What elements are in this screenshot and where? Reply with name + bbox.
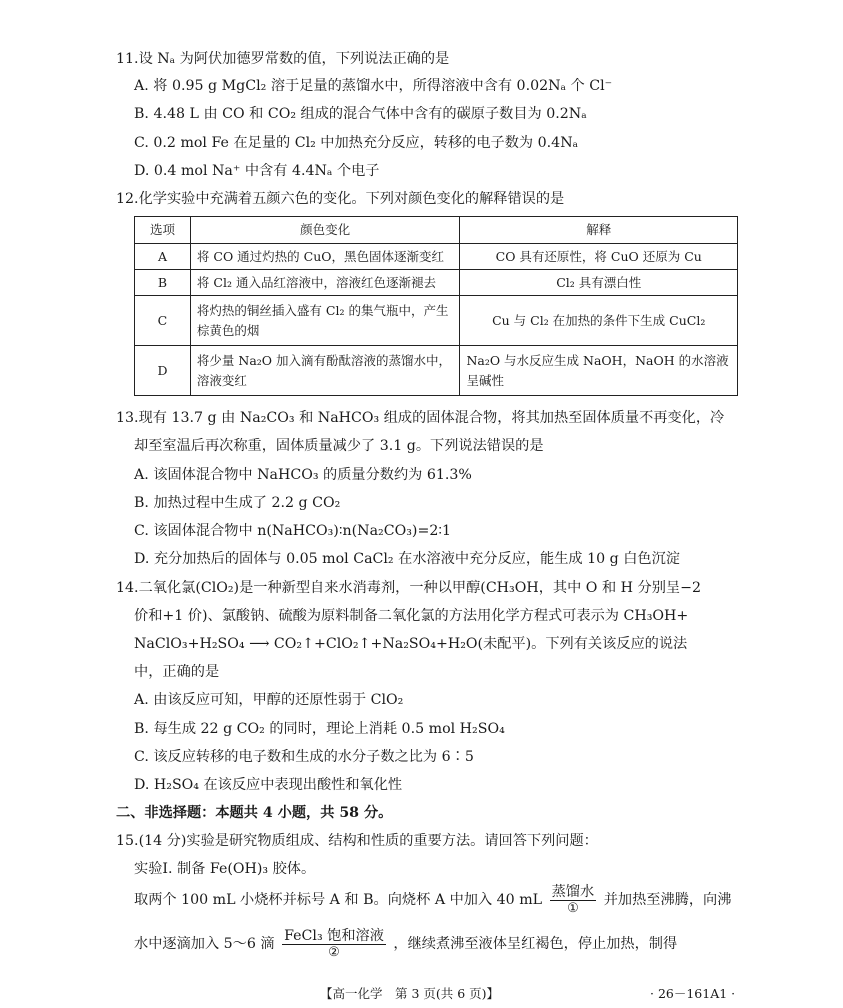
row-option: B [135,270,191,296]
fraction-top: 蒸馏水 [551,883,595,900]
table-row [135,296,738,346]
q14-stem-line4: 中，正确的是 [134,664,220,680]
fraction-blank-2 [282,928,386,961]
q13-stem-line1: 13.现有 13.7 g 由 Na₂CO₃ 和 NaHCO₃ 组成的固体混合物，将其加热至固体质量不再变化，冷 [116,410,725,426]
q15-paragraph-line2 [134,924,677,964]
q13-option-d: D. 充分加热后的固体与 0.05 mol CaCl₂ 在水溶液中充分反应，能生成 10 g 白色沉淀 [134,551,680,567]
row-change: 将灼热的铜丝插入盛有 Cl₂ 的集气瓶中，产生棕黄色的烟 [190,296,460,346]
q14-option-b: B. 每生成 22 g CO₂ 的同时，理论上消耗 0.5 mol H₂SO₄ [134,721,505,737]
fraction-label: ② [328,944,340,960]
q15-p2-text-b: ，继续煮沸至液体呈红褐色，停止加热，制得 [393,936,678,952]
q15-p2-text-a: 水中逐滴加入 5～6 滴 [134,936,275,952]
table-row [135,346,738,396]
row-explain: Cl₂ 具有漂白性 [460,270,738,296]
row-option: A [135,244,191,270]
q15-paragraph-line1 [134,880,731,920]
q11-option-b: B. 4.48 L 由 CO 和 CO₂ 组成的混合气体中含有的碳原子数目为 0.2Nₐ [134,106,587,122]
q14-option-a: A. 由该反应可知，甲醇的还原性弱于 ClO₂ [134,692,404,708]
q14-stem-line1: 14.二氧化氯(ClO₂)是一种新型自来水消毒剂，一种以甲醇(CH₃OH，其中 O 和 H 分别呈−2 [116,580,702,596]
q13-option-c: C. 该固体混合物中 n(NaHCO₃)∶n(Na₂CO₃)=2∶1 [134,523,452,539]
q11-option-d: D. 0.4 mol Na⁺ 中含有 4.4Nₐ 个电子 [134,163,380,179]
q13-option-a: A. 该固体混合物中 NaHCO₃ 的质量分数约为 61.3% [134,467,472,483]
header-explain: 解释 [460,217,738,244]
row-change: 将 CO 通过灼热的 CuO，黑色固体逐渐变红 [190,244,460,270]
q14-stem-line3: NaClO₃+H₂SO₄ ⟶ CO₂↑+ClO₂↑+Na₂SO₄+H₂O(未配平)。下列有关该反应的说法 [134,636,688,652]
q15-p1-text-a: 取两个 100 mL 小烧杯并标号 A 和 B。向烧杯 A 中加入 40 mL [134,892,543,908]
fraction-top: FeCl₃ 饱和溶液 [284,927,384,944]
row-explain: Cu 与 Cl₂ 在加热的条件下生成 CuCl₂ [460,296,738,346]
q15-stem: 15.(14 分)实验是研究物质组成、结构和性质的重要方法。请回答下列问题： [116,833,598,849]
q13-option-b: B. 加热过程中生成了 2.2 g CO₂ [134,495,341,511]
table-header-row [135,217,738,244]
row-explain: Na₂O 与水反应生成 NaOH，NaOH 的水溶液呈碱性 [460,346,738,396]
row-explain: CO 具有还原性，将 CuO 还原为 Cu [460,244,738,270]
table-row [135,244,738,270]
q12-table [134,216,738,396]
q12-stem: 12.化学实验中充满着五颜六色的变化。下列对颜色变化的解释错误的是 [116,191,565,207]
header-change: 颜色变化 [190,217,460,244]
page-code: · 26－161A1 · [650,986,736,1001]
row-change: 将少量 Na₂O 加入滴有酚酞溶液的蒸馏水中，溶液变红 [190,346,460,396]
q11-option-a: A. 将 0.95 g MgCl₂ 溶于足量的蒸馏水中，所得溶液中含有 0.02Nₐ 个 Cl⁻ [134,78,613,94]
q14-option-d: D. H₂SO₄ 在该反应中表现出酸性和氧化性 [134,777,403,793]
q11-stem: 11.设 Nₐ 为阿伏加德罗常数的值，下列说法正确的是 [116,51,450,67]
page-footer: 【高一化学 第 3 页(共 6 页)】 [320,986,500,1001]
row-option: D [135,346,191,396]
section-heading: 二、非选择题：本题共 4 小题，共 58 分。 [116,805,393,821]
q14-option-c: C. 该反应转移的电子数和生成的水分子数之比为 6∶5 [134,749,474,765]
fraction-label: ① [567,900,579,916]
row-option: C [135,296,191,346]
header-option: 选项 [135,217,191,244]
q11-option-c: C. 0.2 mol Fe 在足量的 Cl₂ 中加热充分反应，转移的电子数为 0.4Nₐ [134,135,579,151]
row-change: 将 Cl₂ 通入品红溶液中，溶液红色逐渐褪去 [190,270,460,296]
fraction-blank-1 [550,884,597,917]
q15-p1-text-b: 并加热至沸腾，向沸 [603,892,732,908]
q14-stem-line2: 价和+1 价)、氯酸钠、硫酸为原料制备二氧化氯的方法用化学方程式可表示为 CH₃OH+ [134,608,689,624]
q15-experiment-1: 实验Ⅰ. 制备 Fe(OH)₃ 胶体。 [134,861,316,877]
q13-stem-line2: 却至室温后再次称重，固体质量减少了 3.1 g。下列说法错误的是 [134,438,544,454]
table-row [135,270,738,296]
